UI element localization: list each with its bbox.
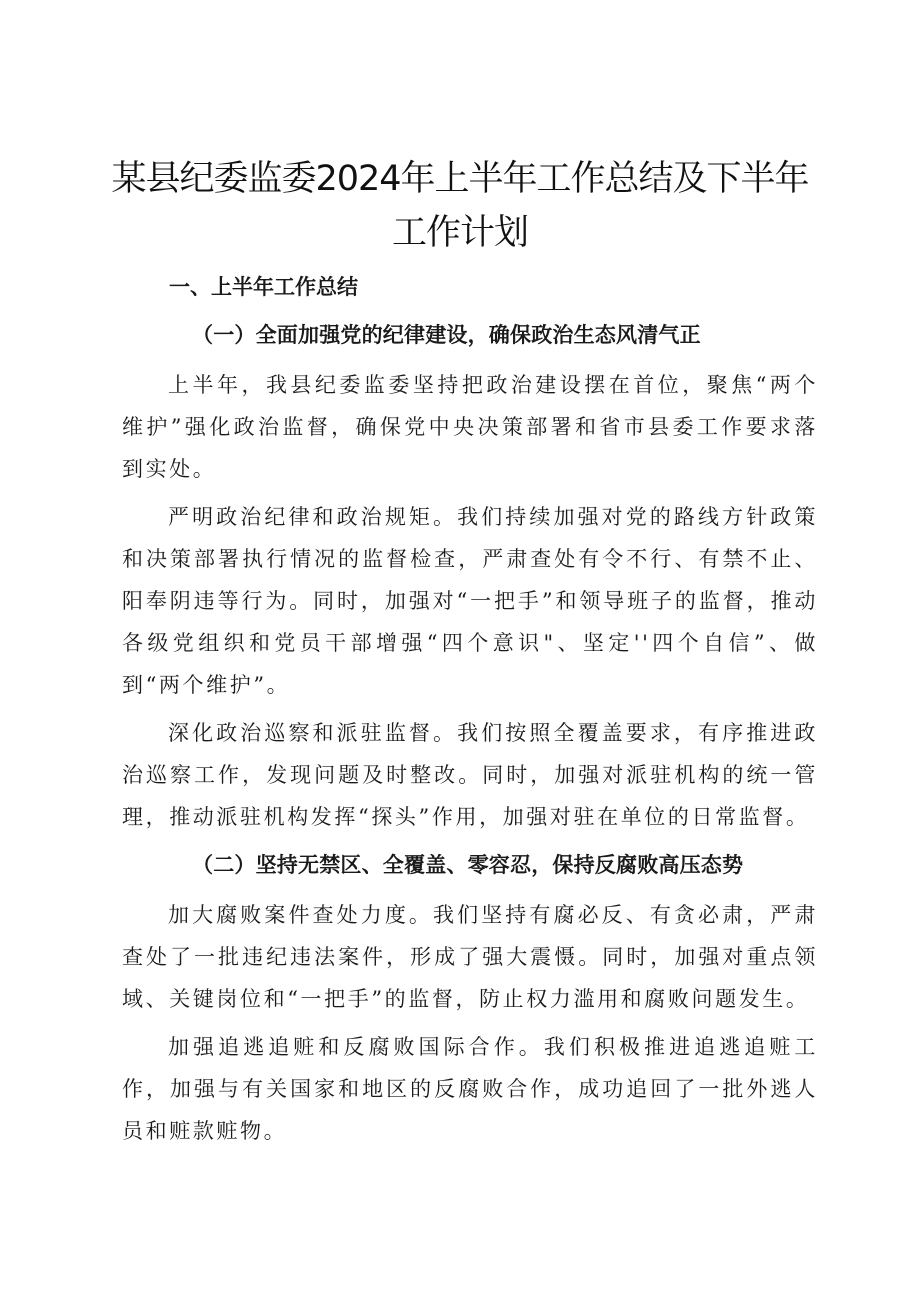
paragraph: 加强追逃追赃和反腐败国际合作。我们积极推进追逃追赃工作，加强与有关国家和地区的反腐败合作，成功追回了一批外逃人员和赃款赃物。 [122, 1035, 818, 1143]
document-body [122, 266, 818, 1158]
section-heading-summary: 一、上半年工作总结 [169, 275, 358, 299]
document-title: 某县纪委监委2024年上半年工作总结及下半年工作计划 [111, 159, 809, 253]
paragraph: 严明政治纪律和政治规矩。我们持续加强对党的路线方针政策和决策部署执行情况的监督检查，严肃查处有令不行、有禁不止、阳奉阴违等行为。同时，加强对“一把手”和领导班子的监督，推动各级党组织和党员干部增强“四个意识"、坚定''四个自信”、做到“两个维护”。 [122, 505, 818, 697]
subsection-heading-discipline: （一）全面加强党的纪律建设，确保政治生态风清气正 [192, 322, 701, 347]
paragraph: 加大腐败案件查处力度。我们坚持有腐必反、有贪必肃，严肃查处了一批违纪违法案件，形成了强大震慑。同时，加强对重点领域、关键岗位和“一把手”的监督，防止权力滥用和腐败问题发生。 [122, 903, 818, 1011]
paragraph: 上半年，我县纪委监委坚持把政治建设摆在首位，聚焦“两个维护”强化政治监督，确保党中央决策部署和省市县委工作要求落到实处。 [122, 373, 818, 481]
subsection-heading-anticorruption: （二）坚持无禁区、全覆盖、零容忍，保持反腐败高压态势 [192, 852, 744, 877]
paragraph: 深化政治巡察和派驻监督。我们按照全覆盖要求，有序推进政治巡察工作，发现问题及时整改。同时，加强对派驻机构的统一管理，推动派驻机构发挥“探头”作用，加强对驻在单位的日常监督。 [122, 721, 818, 829]
